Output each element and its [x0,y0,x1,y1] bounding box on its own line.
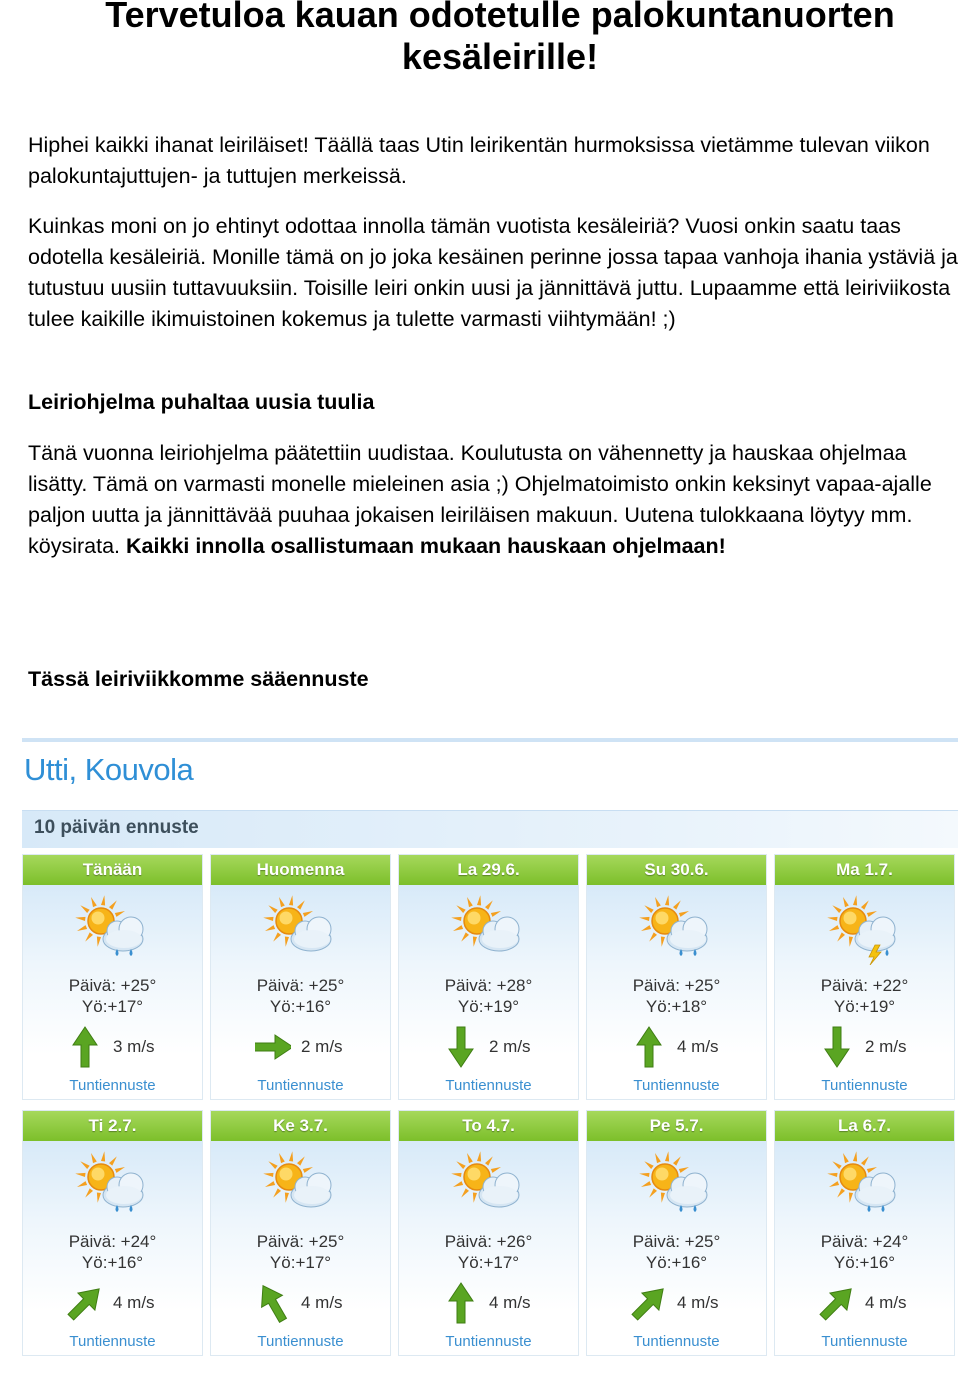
wind-info [67,1025,167,1069]
wind-speed: 4 m/s [113,1293,155,1312]
forecast-day-card [398,1110,579,1356]
wind-speed: 4 m/s [301,1293,343,1312]
night-temperature: Yö:+16° [81,1253,144,1272]
wind-speed: 4 m/s [489,1293,531,1312]
forecast-day-card [774,1110,955,1356]
night-temperature: Yö:+18° [645,997,708,1016]
wind-arrow-icon [255,1025,291,1069]
hourly-forecast-link[interactable]: Tuntiennuste [633,1077,720,1094]
sun-cloud-rain-icon [637,1151,717,1221]
day-temperature: Päivä: +25° [256,1232,345,1251]
day-name: Ke 3.7. [211,1111,390,1141]
day-temperature: Päivä: +28° [444,976,533,995]
page-title: Tervetuloa kauan odotetulle palokuntanuorten kesäleirille! [105,0,895,77]
wind-arrow-icon [819,1025,855,1069]
forecast-day-card [210,854,391,1100]
wind-speed: 4 m/s [677,1037,719,1056]
day-temperature: Päivä: +26° [444,1232,533,1251]
wind-arrow-icon [631,1025,667,1069]
forecast-day-card [586,854,767,1100]
day-name: Pe 5.7. [587,1111,766,1141]
hourly-forecast-link[interactable]: Tuntiennuste [257,1077,344,1094]
forecast-bar [22,810,958,848]
day-name: Tänään [23,855,202,885]
wind-info [255,1281,355,1325]
day-name: To 4.7. [399,1111,578,1141]
night-temperature: Yö:+17° [457,1253,520,1272]
sun-cloud-icon [261,1151,341,1221]
hourly-forecast-link[interactable]: Tuntiennuste [69,1077,156,1094]
program-bold-text: Kaikki innolla osallistumaan mukaan hauskaan ohjelmaan! [126,534,726,558]
hourly-forecast-link[interactable]: Tuntiennuste [821,1077,908,1094]
wind-info [443,1281,543,1325]
wind-arrow-icon [443,1025,479,1069]
forecast-day-card [22,1110,203,1356]
wind-arrow-icon [67,1025,103,1069]
program-text: Tänä vuonna leiriohjelma päätettiin uudistaa. Koulutusta on vähennetty ja hauskaa ohjelmaa lisätty. Tämä on varmasti monelle mieleinen asia ;) Ohjelmatoimisto onkin keksinyt vapaa-ajalle paljon uutta ja jännittävää puuhaa jokaisen leiriläisen makuun. Uutena tulokkaana löytyy mm. köysirata. [28,441,932,558]
widget-top-line [22,738,958,742]
hourly-forecast-link[interactable]: Tuntiennuste [445,1333,532,1350]
day-temperature: Päivä: +25° [68,976,157,995]
intro-paragraph: Hiphei kaikki ihanat leiriläiset! Täällä taas Utin leirikentän hurmoksissa vietämme tulevan viikon palokuntajuttujen- ja tuttujen merkeissä. [28,133,930,188]
forecast-day-card [398,854,579,1100]
camp-paragraph: Kuinkas moni on jo ehtinyt odottaa innolla tämän vuotista kesäleiriä? Vuosi onkin saatu taas odotella kesäleiriä. Monille tämä on jo joka kesäinen perinne jossa tapaa vanhoja ihania ystäviä ja tutustuu uusiin tuttavuuksiin. Toisille leiri onkin uusi ja jännittävä juttu. Lupaamme että leiriviikosta tulee kaikille ikimuistoinen kokemus ja tulette varmasti viihtymään! ;) [28,214,958,331]
program-paragraph [28,438,958,562]
program-heading: Leiriohjelma puhaltaa uusia tuulia [28,390,375,414]
sun-cloud-rain-icon [825,1151,905,1221]
wind-speed: 3 m/s [113,1037,155,1056]
wind-speed: 4 m/s [865,1293,907,1312]
day-temperature: Päivä: +24° [68,1232,157,1251]
wind-info [67,1281,167,1325]
night-temperature: Yö:+19° [457,997,520,1016]
night-temperature: Yö:+16° [645,1253,708,1272]
wind-speed: 2 m/s [489,1037,531,1056]
sun-cloud-icon [449,1151,529,1221]
night-temperature: Yö:+16° [833,1253,896,1272]
hourly-forecast-link[interactable]: Tuntiennuste [257,1333,344,1350]
sun-cloud-rain-icon [637,895,717,965]
wind-arrow-icon [67,1281,103,1325]
forecast-day-card [22,854,203,1100]
wind-arrow-icon [255,1281,291,1325]
day-temperature: Päivä: +25° [632,976,721,995]
wind-info [819,1281,919,1325]
forecast-day-card [774,854,955,1100]
day-name: Ti 2.7. [23,1111,202,1141]
sun-cloud-icon [449,895,529,965]
forecast-heading: Tässä leiriviikkomme sääennuste [28,667,369,691]
forecast-label: 10 päivän ennuste [34,817,199,838]
hourly-forecast-link[interactable]: Tuntiennuste [633,1333,720,1350]
hourly-forecast-link[interactable]: Tuntiennuste [445,1077,532,1094]
forecast-day-card [210,1110,391,1356]
hourly-forecast-link[interactable]: Tuntiennuste [69,1333,156,1350]
wind-info [631,1025,731,1069]
wind-info [255,1025,355,1069]
night-temperature: Yö:+19° [833,997,896,1016]
sun-cloud-icon [261,895,341,965]
wind-speed: 2 m/s [301,1037,343,1056]
wind-info [819,1025,919,1069]
wind-speed: 4 m/s [677,1293,719,1312]
night-temperature: Yö:+16° [269,997,332,1016]
wind-info [631,1281,731,1325]
day-temperature: Päivä: +24° [820,1232,909,1251]
day-name: Su 30.6. [587,855,766,885]
weather-widget [22,738,958,1366]
day-temperature: Päivä: +22° [820,976,909,995]
wind-arrow-icon [631,1281,667,1325]
day-name: La 6.7. [775,1111,954,1141]
forecast-day-card [586,1110,767,1356]
wind-speed: 2 m/s [865,1037,907,1056]
day-name: Huomenna [211,855,390,885]
wind-arrow-icon [819,1281,855,1325]
wind-arrow-icon [443,1281,479,1325]
day-temperature: Päivä: +25° [256,976,345,995]
day-name: Ma 1.7. [775,855,954,885]
hourly-forecast-link[interactable]: Tuntiennuste [821,1333,908,1350]
day-name: La 29.6. [399,855,578,885]
weather-location[interactable]: Utti, Kouvola [24,752,194,787]
night-temperature: Yö:+17° [81,997,144,1016]
night-temperature: Yö:+17° [269,1253,332,1272]
sun-cloud-rain-icon [73,1151,153,1221]
wind-info [443,1025,543,1069]
thunderstorm-icon [825,895,905,965]
sun-cloud-rain-icon [73,895,153,965]
day-temperature: Päivä: +25° [632,1232,721,1251]
